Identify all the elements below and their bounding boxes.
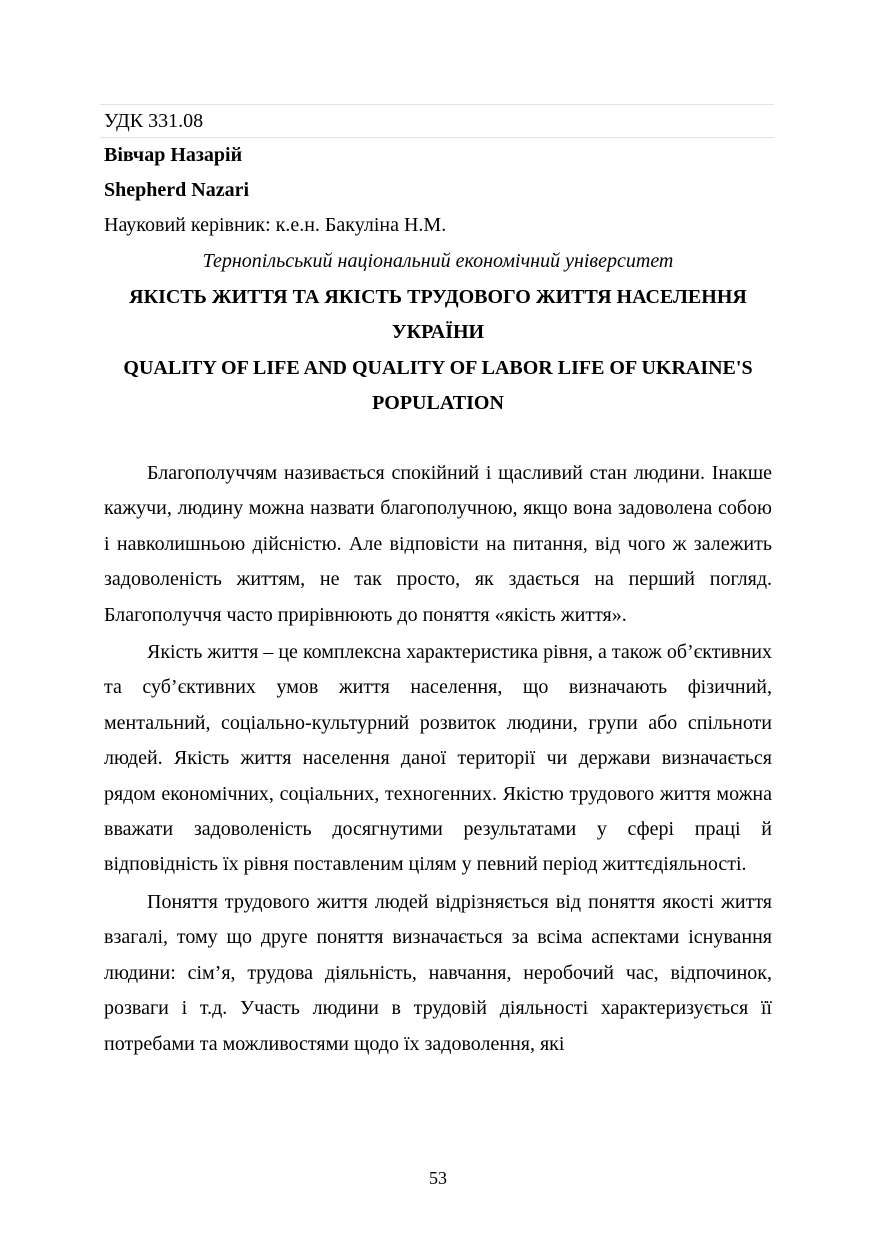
article-title-ukrainian: ЯКІСТЬ ЖИТТЯ ТА ЯКІСТЬ ТРУДОВОГО ЖИТТЯ НАСЕЛЕННЯ УКРАЇНИ — [129, 286, 747, 343]
author-name-english: Shepherd Nazari — [104, 179, 249, 201]
udk-code: УДК 331.08 — [100, 104, 774, 138]
article-title-english: QUALITY OF LIFE AND QUALITY OF LABOR LIFE OF UKRAINE'S POPULATION — [123, 357, 753, 414]
body-paragraph-3: Поняття трудового життя людей відрізняється від поняття якості життя взагалі, тому що друге поняття визначається за всіма аспектами існування людини: сім’я, трудова діяльність, навчання, неробочий час, відпочинок, розваги і т.д. Участь людини в трудовій діяльності характеризується її потребами та можливостями щодо їх задоволення, які — [104, 890, 772, 1055]
author-name-ukrainian: Вівчар Назарій — [104, 144, 243, 166]
university-name: Тернопільський національний економічний університет — [202, 250, 674, 272]
page-number: 53 — [429, 1168, 447, 1188]
article-body — [104, 456, 772, 1064]
supervisor-line: Науковий керівник: к.е.н. Бакуліна Н.М. — [104, 214, 447, 236]
body-paragraph-2: Якість життя – це комплексна характеристика рівня, а також об’єктивних та суб’єктивних умов життя населення, що визначають фізичний, ментальний, соціально-культурний розвиток людини, групи або спільноти людей. Якість життя населення даної території чи держави визначається рядом економічних, соціальних, техногенних. Якістю трудового життя можна вважати задоволеність досягнутими результатами у сфері праці й відповідність їх рівня поставленим цілям у певний період життєдіяльності. — [104, 641, 772, 876]
body-paragraph-1: Благополуччям називається спокійний і щасливий стан людини. Інакше кажучи, людину можна назвати благополучною, якщо вона задоволена собою і навколишньою дійсністю. Але відповісти на питання, від чого ж залежить задоволеність життям, не так просто, як здається на перший погляд. Благополуччя часто прирівнюють до поняття «якість життя». — [104, 462, 772, 626]
